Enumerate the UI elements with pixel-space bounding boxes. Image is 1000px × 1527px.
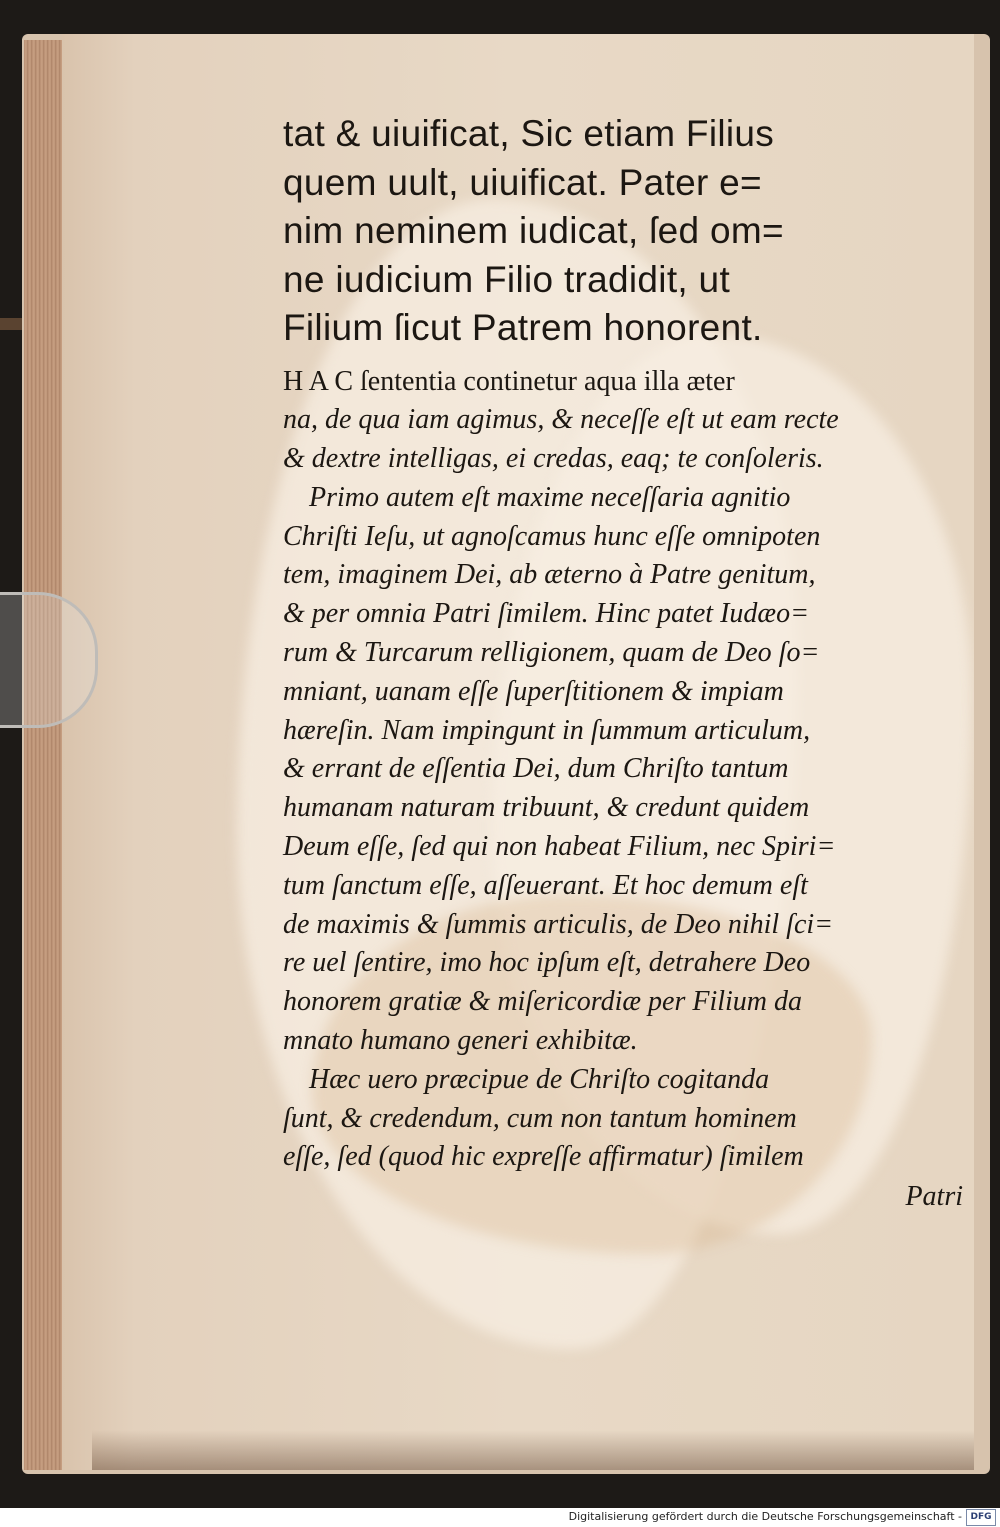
commentary-line: ſunt, & credendum, cum non tantum hominem (283, 1102, 797, 1134)
commentary-line: & per omnia Patri ſimilem. Hinc patet Iudæo= (283, 598, 809, 630)
commentary-line: Primo autem eſt maxime neceſſaria agnitio (309, 481, 791, 513)
verse-line: ne iudicium Filio tradidit, ut (283, 258, 731, 300)
commentary-line: eſſe, ſed (quod hic expreſſe affirmatur) ſimilem (283, 1141, 804, 1173)
bookmark-strip (0, 318, 22, 330)
commentary-line: hæreſin. Nam impingunt in ſummum articulum, (283, 714, 811, 746)
verse-line: Filium ſicut Patrem honorent. (283, 307, 763, 348)
verse-line: quem uult, uiuificat. Pater e= (283, 161, 762, 203)
commentary-block (283, 363, 953, 1178)
page-bottom-shadow (92, 1430, 974, 1470)
page-text (283, 110, 963, 1217)
verse-line: tat & uiuificat, Sic etiam Filius (283, 113, 775, 154)
commentary-line: H A C ſententia continetur aqua illa æter (283, 365, 735, 397)
commentary-line: mnato humano generi exhibitæ. (283, 1025, 638, 1057)
commentary-line: mniant, uanam eſſe ſuperſtitionem & impiam (283, 675, 784, 707)
commentary-line: re uel ſentire, imo hoc ipſum eſt, detrahere Deo (283, 947, 811, 979)
commentary-line: Chriſti Ieſu, ut agnoſcamus hunc eſſe omnipoten (283, 520, 821, 552)
footer-bar (0, 1508, 1000, 1527)
commentary-line: Hæc uero præcipue de Chriſto cogitanda (309, 1063, 770, 1095)
commentary-line: & dextre intelligas, ei credas, eaq; te conſoleris. (283, 443, 824, 475)
page-edges (24, 40, 66, 1470)
commentary-line: & errant de eſſentia Dei, dum Chriſto tantum (283, 753, 789, 785)
commentary-line: na, de qua iam agimus, & neceſſe eſt ut eam recte (283, 404, 839, 436)
commentary-line: honorem gratiæ & miſericordiæ per Filium da (283, 986, 803, 1018)
verse-line: nim neminem iudicat, ſed om= (283, 210, 784, 251)
commentary-line: de maximis & ſummis articulis, de Deo nihil ſci= (283, 908, 834, 940)
dfg-logo-icon: DFG (966, 1509, 996, 1526)
footer-credit: Digitalisierung gefördert durch die Deutsche Forschungsgemeinschaft - (568, 1510, 962, 1523)
commentary-line: tum ſanctum eſſe, aſſeuerant. Et hoc demum eſt (283, 869, 808, 901)
commentary-line: humanam naturam tribuunt, & credunt quidem (283, 792, 810, 824)
commentary-line: rum & Turcarum relligionem, quam de Deo ſo= (283, 637, 820, 669)
verse-block (283, 110, 953, 353)
commentary-line: tem, imaginem Dei, ab æterno à Patre genitum, (283, 559, 816, 591)
commentary-line: Deum eſſe, ſed qui non habeat Filium, nec Spiri= (283, 831, 836, 863)
catchword: Patri (905, 1181, 963, 1213)
